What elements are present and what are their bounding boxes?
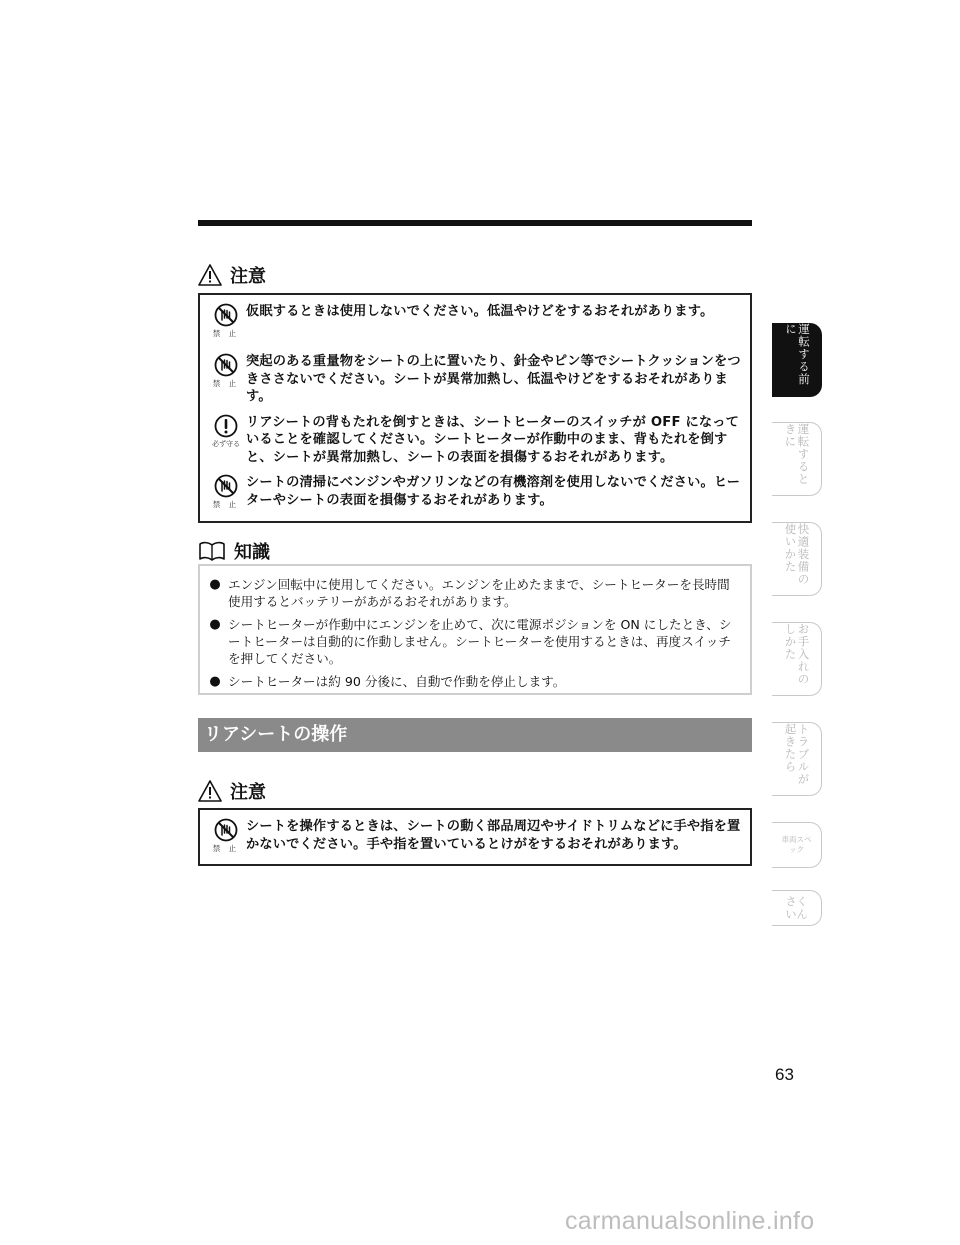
tab-before-driving[interactable] [772, 323, 822, 397]
warning-triangle-icon [198, 780, 222, 802]
tab-label: さくいん [785, 895, 808, 921]
caution-text: シートの清掃にベンジンやガソリンなどの有機溶剤を使用しないでください。ヒーターやシートの表面を損傷するおそれがあります。 [246, 475, 741, 508]
caution-item [200, 303, 750, 339]
caution-header [198, 262, 266, 288]
page-number: 63 [775, 1065, 794, 1084]
prohibited-label: 禁 止 [212, 329, 240, 338]
knowledge-text: シートヒーターは約 90 分後に、自動で作動を停止します。 [228, 674, 566, 689]
tab-vehicle-specs[interactable] [772, 822, 822, 868]
knowledge-box [198, 564, 752, 695]
book-icon [198, 540, 226, 562]
exclamation-circle-icon [214, 414, 238, 438]
caution-text: リアシートの背もたれを倒すときは、シートヒーターのスイッチが OFF になっていることを確認してください。シートヒーターが作動中のまま、背もたれを倒すと、シートが異常加熱し、シートの表面を損傷するおそれがあります。 [246, 414, 739, 465]
tab-label: 車両スペック [781, 835, 812, 854]
knowledge-text: シートヒーターが作動中にエンジンを止めて、次に電源ポジションを ON にしたとき、シートヒーターは自動的に作動しません。シートヒーターを使用するときは、再度スイッチを押してください。 [228, 617, 732, 666]
tab-maintenance[interactable] [772, 622, 822, 696]
knowledge-title: 知識 [234, 542, 270, 563]
top-rule [198, 220, 752, 226]
tab-label: 運転する前に [784, 323, 811, 386]
caution-box [198, 808, 752, 866]
tab-index[interactable] [772, 890, 822, 926]
tab-label: トラブルが起きたら [783, 723, 811, 786]
watermark: carmanualsonline.info [565, 1207, 815, 1235]
bullet: ● [209, 617, 221, 632]
list-item [202, 673, 738, 690]
knowledge-header [198, 538, 270, 564]
knowledge-text: エンジン回転中に使用してください。エンジンを止めたままで、シートヒーターを長時間使用するとバッテリーがあがるおそれがあります。 [228, 577, 730, 609]
prohibited-label: 禁 止 [212, 844, 240, 853]
tab-comfort-equipment[interactable] [772, 522, 822, 596]
bullet: ● [209, 577, 221, 592]
warning-triangle-icon [198, 264, 222, 286]
tab-label: 運転するときに [783, 423, 811, 486]
caution-text: 突起のある重量物をシートの上に置いたり、針金やピン等でシートクッションをつきささないでください。シートが異常加熱し、低温やけどをするおそれがあります。 [246, 354, 741, 404]
tab-troubleshooting[interactable] [772, 722, 822, 796]
caution-item [200, 474, 750, 510]
list-item [202, 576, 738, 610]
no-touch-icon [214, 303, 238, 327]
prohibited-label: 禁 止 [212, 500, 240, 509]
caution-item [200, 414, 750, 467]
prohibited-label: 禁 止 [212, 379, 240, 388]
caution-text: 仮眠するときは使用しないでください。低温やけどをするおそれがあります。 [246, 304, 714, 319]
caution-title: 注意 [230, 266, 266, 287]
caution-item [200, 818, 750, 854]
no-touch-icon [214, 818, 238, 842]
tab-while-driving[interactable] [772, 422, 822, 496]
bullet: ● [209, 674, 221, 689]
caution-header [198, 778, 266, 804]
section-title: リアシートの操作 [198, 718, 752, 752]
mandatory-label: 必ず守る [212, 439, 240, 448]
no-touch-icon [214, 474, 238, 498]
no-touch-icon [214, 353, 238, 377]
caution-box [198, 293, 752, 523]
caution-title: 注意 [230, 782, 266, 803]
list-item [202, 616, 738, 667]
tab-label: 快適装備の使いかた [783, 523, 811, 586]
tab-label: お手入れのしかた [783, 623, 811, 686]
caution-text: シートを操作するときは、シートの動く部品周辺やサイドトリムなどに手や指を置かないでください。手や指を置いているとけがをするおそれがあります。 [246, 819, 741, 852]
caution-item [200, 353, 750, 406]
